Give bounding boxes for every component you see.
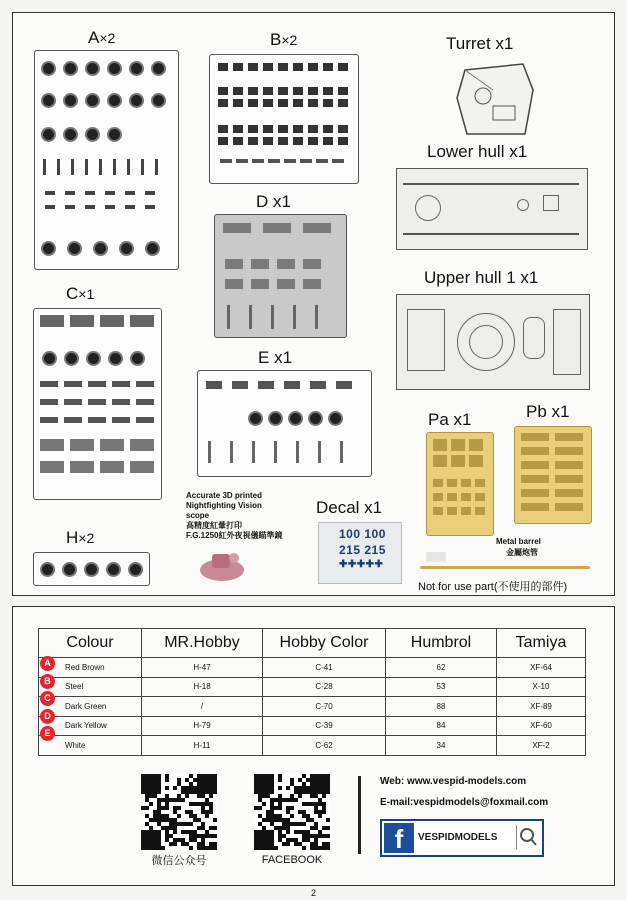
road-wheel-part: [85, 127, 100, 142]
facebook-page-bar: [380, 819, 544, 857]
sprue-e: [197, 370, 372, 477]
road-wheel-part: [63, 127, 78, 142]
sprue-part: [323, 63, 333, 71]
sprue-part: [323, 137, 333, 145]
photo-etch-pa: [426, 432, 494, 536]
sprue-part: [447, 493, 457, 501]
sprue-part: [274, 441, 277, 463]
sprue-part: [136, 417, 154, 423]
sprue-part: [248, 99, 258, 107]
facebook-caption: FACEBOOK: [261, 854, 323, 866]
sprue-part: [461, 479, 471, 487]
road-wheel-part: [130, 351, 145, 366]
colour-name: Steel: [39, 677, 142, 697]
sprue-part: [145, 205, 155, 209]
sprue-part: [451, 439, 465, 451]
sprue-part: [433, 439, 447, 451]
road-wheel-part: [107, 61, 122, 76]
sprue-part: [136, 399, 154, 405]
road-wheel-part: [128, 562, 143, 577]
sprue-part: [323, 87, 333, 95]
road-wheel-part: [268, 411, 283, 426]
sprue-part: [218, 99, 228, 107]
sprue-c: [33, 308, 162, 500]
sprue-part: [268, 159, 280, 163]
sprue-part: [233, 99, 243, 107]
sprue-part: [218, 125, 228, 133]
unused-part-image: [426, 552, 446, 562]
road-wheel-part: [106, 562, 121, 577]
colour-marker: C: [40, 691, 55, 706]
printed-part-image: [194, 548, 250, 584]
colour-marker: A: [40, 656, 55, 671]
sprue-part: [40, 381, 58, 387]
sprue-part: [112, 399, 130, 405]
sprue-part: [236, 159, 248, 163]
road-wheel-part: [328, 411, 343, 426]
sprue-part: [233, 87, 243, 95]
road-wheel-part: [108, 351, 123, 366]
sprue-part: [293, 87, 303, 95]
wechat-caption: 微信公众号: [151, 855, 207, 867]
sprue-part: [555, 489, 583, 497]
sprue-part: [521, 489, 549, 497]
colour-row: [39, 736, 586, 756]
sprue-part: [40, 399, 58, 405]
facebook-page-name: VESPIDMODELS: [418, 832, 498, 843]
sprue-part: [278, 137, 288, 145]
sprue-part: [555, 447, 583, 455]
colour-table: [38, 628, 586, 756]
sprue-part: [248, 63, 258, 71]
sprue-part: [277, 259, 295, 269]
sprue-c-label: C×1: [66, 284, 95, 303]
sprue-part: [293, 305, 296, 329]
sprue-part: [71, 159, 74, 175]
tamiya-code: XF-89: [497, 697, 586, 717]
tamiya-code: XF-64: [497, 658, 586, 678]
humbrol-code: 84: [386, 716, 497, 736]
sprue-part: [105, 191, 115, 195]
colour-name: Dark Green: [39, 697, 142, 717]
tamiya-code: XF-60: [497, 716, 586, 736]
colour-name: Red Brown: [39, 658, 142, 678]
road-wheel-part: [41, 61, 56, 76]
header-colour: Colour: [39, 629, 142, 658]
sprue-part: [227, 305, 230, 329]
sprue-part: [303, 259, 321, 269]
page-number: 2: [310, 888, 316, 898]
sprue-part: [40, 439, 64, 451]
sprue-part: [263, 223, 291, 233]
metal-barrel-label-cn: 金屬炮管: [506, 548, 538, 557]
mrhobby-code: H-11: [142, 736, 263, 756]
lower-hull-label: Lower hull x1: [427, 142, 528, 161]
sprue-part: [323, 125, 333, 133]
sprue-part: [252, 441, 255, 463]
sprue-e-label: E x1: [258, 348, 293, 367]
sprue-part: [252, 159, 264, 163]
sprue-part: [105, 205, 115, 209]
sprue-part: [251, 279, 269, 289]
sprue-a: [34, 50, 179, 270]
road-wheel-part: [107, 127, 122, 142]
sprue-part: [310, 381, 326, 389]
sprue-part: [278, 63, 288, 71]
hobby-color-code: C-39: [263, 716, 386, 736]
road-wheel-part: [151, 61, 166, 76]
sprue-part: [70, 461, 94, 473]
sprue-part: [136, 381, 154, 387]
sprue-part: [475, 479, 485, 487]
sprue-part: [230, 441, 233, 463]
road-wheel-part: [129, 93, 144, 108]
lower-hull-image: [396, 168, 588, 250]
sprue-part: [99, 159, 102, 175]
sprue-part: [278, 125, 288, 133]
facebook-qr-code: [254, 774, 330, 850]
sprue-part: [64, 381, 82, 387]
sprue-a-label: A×2: [88, 28, 116, 47]
sprue-part: [555, 461, 583, 469]
sprue-part: [208, 441, 211, 463]
search-icon: [516, 825, 539, 849]
sprue-part: [278, 99, 288, 107]
wechat-qr-code: [141, 774, 217, 850]
sprue-part: [85, 159, 88, 175]
road-wheel-part: [85, 93, 100, 108]
sprue-part: [293, 63, 303, 71]
sprue-part: [70, 439, 94, 451]
mrhobby-code: /: [142, 697, 263, 717]
metal-barrel-image: [420, 566, 590, 569]
photo-etch-pb: [514, 426, 592, 524]
sprue-part: [461, 507, 471, 515]
sprue-part: [316, 159, 328, 163]
sprue-part: [303, 279, 321, 289]
sprue-part: [85, 191, 95, 195]
header-hobby-color: Hobby Color: [263, 629, 386, 658]
sprue-d: [214, 214, 347, 338]
sprue-part: [451, 455, 465, 467]
turret-image: [453, 60, 538, 140]
sprue-part: [45, 191, 55, 195]
sprue-part: [340, 441, 343, 463]
sprue-part: [293, 137, 303, 145]
sprue-part: [249, 305, 252, 329]
sprue-part: [248, 137, 258, 145]
road-wheel-part: [41, 241, 56, 256]
road-wheel-part: [308, 411, 323, 426]
printed-part-caption: Accurate 3D printed Nightfighting Vision scope 高精度紅暈打印 F.G.1250紅外夜視儀瞄準鏡: [186, 491, 283, 540]
sprue-part: [263, 137, 273, 145]
hobby-color-code: C-41: [263, 658, 386, 678]
sprue-part: [258, 381, 274, 389]
sprue-part: [125, 205, 135, 209]
sprue-part: [65, 205, 75, 209]
facebook-icon: f: [384, 823, 414, 853]
sprue-part: [433, 479, 443, 487]
sprue-part: [40, 417, 58, 423]
pb-label: Pb x1: [526, 402, 570, 421]
sprue-part: [521, 503, 549, 511]
tamiya-code: XF-2: [497, 736, 586, 756]
sprue-part: [433, 507, 443, 515]
mrhobby-code: H-18: [142, 677, 263, 697]
sprue-part: [336, 381, 352, 389]
sprue-part: [112, 381, 130, 387]
sprue-part: [65, 191, 75, 195]
sprue-part: [57, 159, 60, 175]
road-wheel-part: [63, 93, 78, 108]
colour-name: Dark Yellow: [39, 716, 142, 736]
sprue-part: [555, 475, 583, 483]
sprue-part: [130, 461, 154, 473]
humbrol-code: 62: [386, 658, 497, 678]
road-wheel-part: [67, 241, 82, 256]
sprue-part: [447, 479, 457, 487]
sprue-part: [338, 87, 348, 95]
sprue-part: [64, 417, 82, 423]
email-text: E-mail:vespidmodels@foxmail.com: [380, 797, 549, 808]
sprue-part: [125, 191, 135, 195]
road-wheel-part: [84, 562, 99, 577]
road-wheel-part: [85, 61, 100, 76]
sprue-part: [284, 381, 300, 389]
colour-row: [39, 697, 586, 717]
sprue-part: [113, 159, 116, 175]
sprue-d-label: D x1: [256, 192, 291, 211]
sprue-part: [284, 159, 296, 163]
sprue-part: [308, 63, 318, 71]
sprue-part: [475, 507, 485, 515]
sprue-part: [338, 125, 348, 133]
sprue-h-label: H×2: [66, 528, 95, 547]
colour-marker: B: [40, 674, 55, 689]
decal-sheet: 100 100 215 215 ✚✚✚✚✚: [318, 522, 402, 584]
road-wheel-part: [42, 351, 57, 366]
sprue-part: [338, 63, 348, 71]
sprue-part: [225, 279, 243, 289]
sprue-part: [303, 223, 331, 233]
sprue-part: [130, 439, 154, 451]
sprue-part: [233, 63, 243, 71]
sprue-part: [521, 461, 549, 469]
sprue-b-label: B×2: [270, 30, 298, 49]
road-wheel-part: [41, 93, 56, 108]
sprue-part: [263, 125, 273, 133]
road-wheel-part: [151, 93, 166, 108]
sprue-part: [225, 259, 243, 269]
header-mrhobby: MR.Hobby: [142, 629, 263, 658]
sprue-part: [278, 87, 288, 95]
sprue-part: [263, 87, 273, 95]
sprue-part: [277, 279, 295, 289]
colour-row: [39, 677, 586, 697]
sprue-part: [141, 159, 144, 175]
road-wheel-part: [63, 61, 78, 76]
sprue-part: [248, 125, 258, 133]
colour-marker: D: [40, 709, 55, 724]
sprue-part: [318, 441, 321, 463]
sprue-part: [248, 87, 258, 95]
sprue-part: [296, 441, 299, 463]
sprue-part: [100, 461, 124, 473]
sprue-part: [332, 159, 344, 163]
sprue-part: [88, 399, 106, 405]
sprue-b: [209, 54, 359, 184]
hobby-color-code: C-62: [263, 736, 386, 756]
sprue-part: [263, 99, 273, 107]
colour-name: White: [39, 736, 142, 756]
sprue-part: [233, 137, 243, 145]
upper-hull-image: [396, 294, 590, 390]
road-wheel-part: [119, 241, 134, 256]
sprue-part: [233, 125, 243, 133]
sprue-part: [130, 315, 154, 327]
colour-row: [39, 716, 586, 736]
sprue-part: [145, 191, 155, 195]
turret-label: Turret x1: [446, 34, 514, 53]
road-wheel-part: [107, 93, 122, 108]
sprue-part: [323, 99, 333, 107]
sprue-part: [475, 493, 485, 501]
sprue-part: [461, 493, 471, 501]
road-wheel-part: [41, 127, 56, 142]
tamiya-code: X-10: [497, 677, 586, 697]
sprue-part: [88, 417, 106, 423]
sprue-part: [293, 99, 303, 107]
header-humbrol: Humbrol: [386, 629, 497, 658]
sprue-part: [45, 205, 55, 209]
colour-row: [39, 658, 586, 678]
humbrol-code: 34: [386, 736, 497, 756]
sprue-part: [521, 433, 549, 441]
sprue-part: [232, 381, 248, 389]
sprue-part: [112, 417, 130, 423]
sprue-part: [223, 223, 251, 233]
road-wheel-part: [40, 562, 55, 577]
sprue-part: [85, 205, 95, 209]
sprue-part: [308, 125, 318, 133]
sprue-part: [308, 99, 318, 107]
metal-barrel-label: Metal barrel: [496, 537, 541, 546]
sprue-part: [315, 305, 318, 329]
pa-label: Pa x1: [428, 410, 472, 429]
colour-marker: E: [40, 726, 55, 741]
mrhobby-code: H-79: [142, 716, 263, 736]
upper-hull-label: Upper hull 1 x1: [424, 268, 539, 287]
road-wheel-part: [64, 351, 79, 366]
road-wheel-part: [288, 411, 303, 426]
sprue-part: [447, 507, 457, 515]
sprue-part: [155, 159, 158, 175]
sprue-part: [433, 493, 443, 501]
humbrol-code: 53: [386, 677, 497, 697]
sprue-part: [308, 137, 318, 145]
humbrol-code: 88: [386, 697, 497, 717]
footer-divider: [358, 776, 361, 854]
hobby-color-code: C-70: [263, 697, 386, 717]
road-wheel-part: [129, 61, 144, 76]
sprue-part: [251, 259, 269, 269]
sprue-part: [300, 159, 312, 163]
sprue-part: [40, 315, 64, 327]
sprue-part: [220, 159, 232, 163]
sprue-part: [308, 87, 318, 95]
header-tamiya: Tamiya: [497, 629, 586, 658]
website-text: Web: www.vespid-models.com: [380, 776, 527, 787]
sprue-part: [469, 439, 483, 451]
sprue-part: [293, 125, 303, 133]
sprue-part: [271, 305, 274, 329]
sprue-part: [263, 63, 273, 71]
sprue-part: [64, 399, 82, 405]
mrhobby-code: H-47: [142, 658, 263, 678]
road-wheel-part: [93, 241, 108, 256]
sprue-part: [43, 159, 46, 175]
road-wheel-part: [86, 351, 101, 366]
sprue-part: [218, 63, 228, 71]
sprue-part: [100, 315, 124, 327]
decal-label: Decal x1: [316, 498, 383, 517]
sprue-part: [555, 433, 583, 441]
sprue-h: [33, 552, 150, 586]
sprue-part: [127, 159, 130, 175]
sprue-part: [206, 381, 222, 389]
sprue-part: [433, 455, 447, 467]
sprue-part: [100, 439, 124, 451]
sprue-part: [521, 475, 549, 483]
sprue-part: [88, 381, 106, 387]
sprue-part: [70, 315, 94, 327]
not-for-use-label: Not for use part(不使用的部件): [418, 581, 568, 593]
sprue-part: [469, 455, 483, 467]
road-wheel-part: [145, 241, 160, 256]
road-wheel-part: [62, 562, 77, 577]
sprue-part: [218, 87, 228, 95]
hobby-color-code: C-28: [263, 677, 386, 697]
sprue-part: [338, 99, 348, 107]
sprue-part: [218, 137, 228, 145]
sprue-part: [555, 503, 583, 511]
road-wheel-part: [248, 411, 263, 426]
sprue-part: [40, 461, 64, 473]
sprue-part: [338, 137, 348, 145]
sprue-part: [521, 447, 549, 455]
